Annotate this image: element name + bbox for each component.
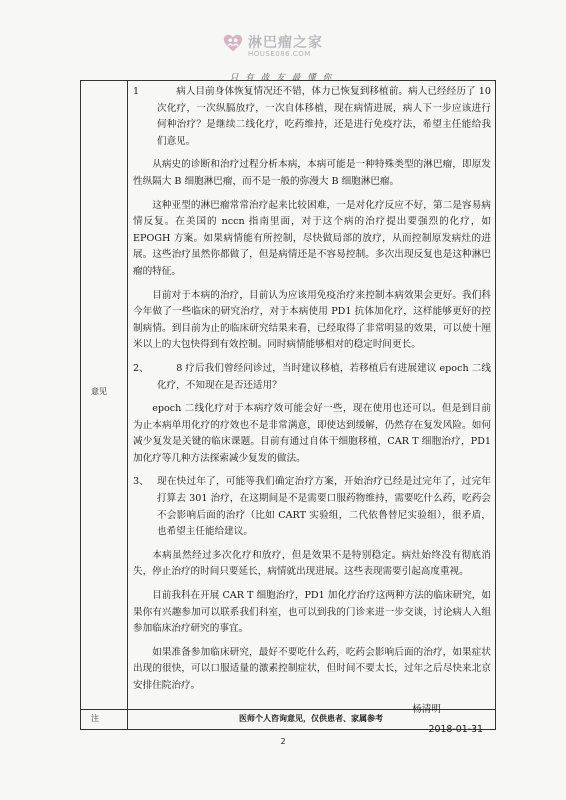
question-1-text: 病人目前身体恢复情况还不错，体力已恢复到移植前。病人已经经历了 10 次化疗，一次纵膈放疗，一次自体移植，现在病情进展，病人下一步应该进行何种治疗？是继续二线化疗，吃药维持，还是进行免疫疗法，希望主任能给我们意见。 xyxy=(157,86,491,147)
answer-3-paragraph-3: 如果准备参加临床研究，最好不要吃什么药，吃药会影响后面的治疗，如果症状出现的很快，可以口服适量的激素控制症状，但时间不要太长，过年之后尽快来北京安排住院治疗。 xyxy=(133,646,491,691)
answer-1-paragraph-3: 目前对于本病的治疗，目前认为应该用免疫治疗来控制本病效果会更好。我们科今年做了一些临床的研究治疗，对于本病使用 PD1 抗体加化疗，这样能够更好的控制病情。到目前为止的临床研究结果来看，已经取得了非常明显的效果，可以使十厘米以上的大包快得到有效控制。同时病情能够相对的稳定时间更长。 xyxy=(133,289,491,351)
brand-name: 淋巴瘤之家 xyxy=(248,35,323,51)
doctor-signature: 杨清明 xyxy=(412,703,441,715)
question-1 xyxy=(133,84,491,157)
page-number: 2 xyxy=(280,737,286,746)
answer-2-paragraph: epoch 二线化疗对于本病疗效可能会好一些，现在使用也还可以。但是到目前为止本病单用化疗的疗效也不是非常满意，即使达到缓解，仍然存在复发风险。如何减少复发是关键的临床课题。目前有通过自体干细胞移植，CAR T 细胞治疗，PD1 加化疗等几种方法探索减少复发的做法。 xyxy=(133,403,491,464)
signature-date: 2018-01-31 xyxy=(428,724,483,736)
question-3-text: 现在快过年了，可能等我们确定治疗方案，开始治疗已经是过完年了，过完年打算去 301 治疗，在这期间是不是需要口服药物维持，需要吃什么药，吃药会不会影响后面的治疗（比如 CART 实验组，二代依鲁替尼实验组），很矛盾，也希望主任能给建议。 xyxy=(157,476,491,538)
slogan: 只有战友最懂你 xyxy=(229,73,339,83)
site-logo xyxy=(222,30,342,68)
answer-1-paragraph-2: 这种亚型的淋巴瘤常常治疗起来比较困难，一是对化疗反应不好，第二是容易病情反复。在美国的 nccn 指南里面，对于这个病的治疗提出要强烈的化疗，如 EPOGH 方案。如果病情能有所控制，尽快做局部的放疗，从而控制原发病灶的进展。这些治疗虽然你都做了，但是病情还是不容易控制。多次出现反复也是这种淋巴瘤的特征。 xyxy=(133,199,491,277)
question-3 xyxy=(133,474,491,547)
answer-3-paragraph-1: 本病虽然经过多次化疗和放疗，但是效果不是特别稳定。病灶始终没有彻底消失，停止治疗的时间只要延长，病情就出现进展。这些表现需要引起高度重视。 xyxy=(133,549,491,578)
heart-people-icon xyxy=(222,32,244,54)
answer-3-paragraph-2: 目前我科在开展 CAR T 细胞治疗，PD1 加化疗治疗这两种方法的临床研究，如果你有兴趣参加可以联系我们科室，也可以到我的门诊来进一步交谈，讨论病人入组参加临床治疗研究的事宜。 xyxy=(133,590,491,635)
question-number: 2、 xyxy=(133,362,149,374)
disclaimer-note: 医师个人咨询意见，仅供患者、家属参考 xyxy=(239,714,383,723)
consultation-form xyxy=(80,80,496,736)
brand-domain: HOUSE086.COM xyxy=(248,50,311,58)
question-2 xyxy=(133,361,491,401)
note-label: 注 xyxy=(91,714,99,723)
question-2-text: 8 疗后我们曾经问诊过，当时建议移植，若移植后有进展建议 epoch 二线化疗，不知现在是否还适用？ xyxy=(157,362,491,391)
question-number: 3、 xyxy=(133,476,149,488)
opinion-content xyxy=(133,84,491,739)
answer-1-paragraph-1: 从病史的诊断和治疗过程分析本病，本病可能是一种特殊类型的淋巴瘤，即原发性纵隔大 B 细胞淋巴瘤，而不是一般的弥漫大 B 细胞淋巴瘤。 xyxy=(133,159,491,187)
label-column xyxy=(81,81,128,729)
opinion-label: 意见 xyxy=(91,387,107,396)
question-number: 1 xyxy=(133,86,140,97)
